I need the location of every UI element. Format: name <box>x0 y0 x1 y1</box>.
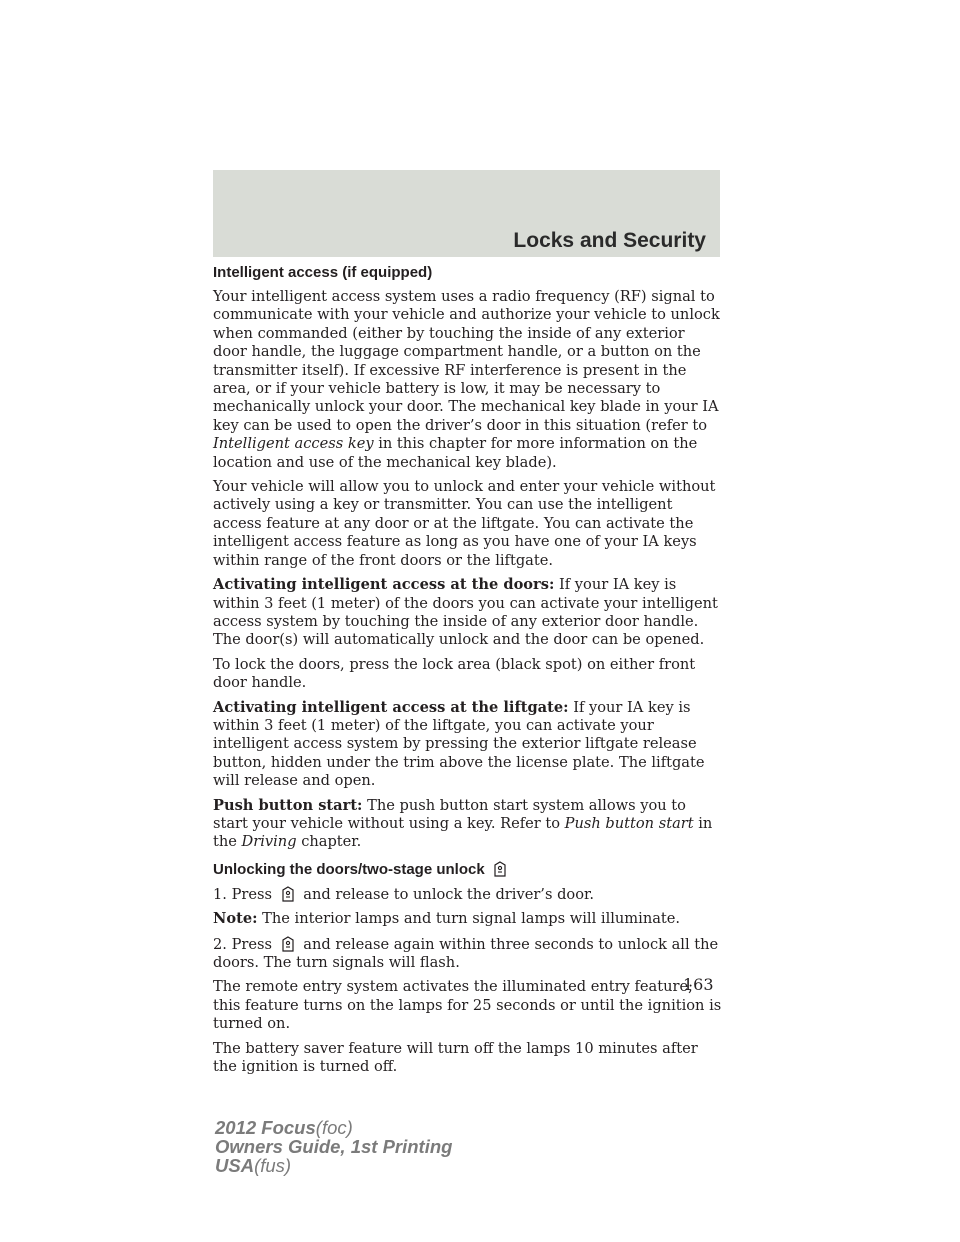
unlock-icon <box>279 935 297 951</box>
paragraph-text: in this chapter for more information on the location and use of the mechanical key blade). <box>213 435 698 471</box>
paragraph-text: If your IA key is within 3 feet (1 meter) of the doors you can activate your intelligent access system by touching the inside of any exterior door handle. The door(s) will automatically unlock and the door can be opened. <box>213 576 718 649</box>
step-2 <box>213 935 723 973</box>
paragraph-text: chapter. <box>301 833 362 851</box>
paragraph-text: Your intelligent access system uses a radio frequency (RF) signal to communicate with your vehicle and authorize your vehicle to unlock when commanded (either by touching the inside of any exterior door handle, the luggage compartment handle, or a button on the transmitter itself). If excessive RF interference is present in the area, or if your vehicle battery is low, it may be necessary to mechanically unlock your door. The mechanical key blade in your IA key can be used to open the driver’s door in this situation (refer to <box>213 288 720 434</box>
footer-line-1 <box>215 1118 452 1137</box>
paragraph-lock: To lock the doors, press the lock area (black spot) on either front door handle. <box>213 655 696 692</box>
paragraph-text: in the <box>213 814 713 851</box>
footer-code: (fus) <box>254 1155 292 1176</box>
unlock-icon <box>491 860 509 876</box>
paragraph-liftgate <box>213 699 723 791</box>
step-text: and release again within three seconds to unlock all the doors. The turn signals will flash. <box>213 935 719 971</box>
runin-heading: Activating intelligent access at the doors: <box>213 576 555 594</box>
cross-reference: Driving <box>241 833 297 851</box>
note-text: The interior lamps and turn signal lamps will illuminate. <box>262 910 681 928</box>
note <box>213 910 723 928</box>
paragraph-ia-usage: Your vehicle will allow you to unlock and enter your vehicle without actively using a key or transmitter. You can use the intelligent access feature at any door or at the liftgate. You can activate the intelligent access feature as long as you have one of your IA keys within range of the front doors or the liftgate. <box>213 478 716 569</box>
paragraph-doors <box>213 576 723 650</box>
footer-code: (foc) <box>315 1117 353 1138</box>
footer-market: USA <box>215 1155 255 1176</box>
paragraph-battery-saver: The battery saver feature will turn off the lamps 10 minutes after the ignition is turned off. <box>213 1039 698 1076</box>
footer-imprint <box>215 1118 452 1175</box>
heading-text: Unlocking the doors/two-stage unlock <box>213 860 485 878</box>
footer-line-2: Owners Guide, 1st Printing <box>215 1136 453 1157</box>
cross-reference: Intelligent access key <box>213 435 374 453</box>
section-header-band <box>213 170 720 257</box>
section-title: Locks and Security <box>513 229 706 252</box>
paragraph-text: The push button start system allows you to start your vehicle without using a key. Refer to <box>213 796 686 832</box>
footer-model: 2012 Focus <box>215 1117 316 1138</box>
intelligent-access-heading: Intelligent access (if equipped) <box>213 264 433 281</box>
step-1 <box>213 885 723 904</box>
page-body <box>213 264 723 1082</box>
paragraph-text: If your IA key is within 3 feet (1 meter) of the liftgate, you can activate your intelligent access system by pressing the exterior liftgate release button, hidden under the trim above the license plate. The liftgate will release and open. <box>213 698 705 790</box>
paragraph-push-button-start <box>213 797 723 852</box>
page-number: 163 <box>683 975 714 994</box>
unlock-icon <box>279 885 297 901</box>
footer-line-3 <box>215 1156 452 1175</box>
step-text: 2. Press <box>213 935 272 953</box>
runin-heading: Push button start: <box>213 796 363 814</box>
cross-reference: Push button start <box>564 814 694 832</box>
unlocking-heading <box>213 860 723 879</box>
runin-heading: Activating intelligent access at the liftgate: <box>213 698 569 716</box>
paragraph-ia-overview <box>213 288 723 472</box>
paragraph-illuminated-entry: The remote entry system activates the illuminated entry feature; this feature turns on the lamps for 25 seconds or until the ignition is turned on. <box>213 978 722 1033</box>
step-text: and release to unlock the driver’s door. <box>303 885 594 903</box>
note-label: Note: <box>213 910 258 928</box>
step-text: 1. Press <box>213 885 272 903</box>
